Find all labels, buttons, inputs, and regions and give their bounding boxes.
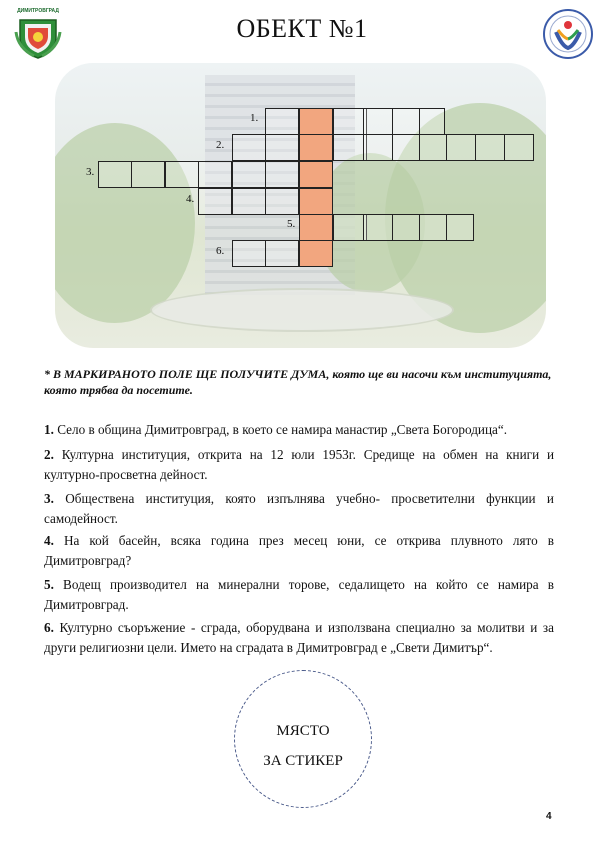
crossword-cell[interactable] (198, 188, 232, 215)
crossword-cell[interactable] (504, 134, 534, 161)
crossword-cell[interactable] (446, 134, 476, 161)
crossword-cell[interactable] (265, 108, 299, 135)
tree-illustration (55, 123, 195, 323)
crossword-highlight-cell[interactable] (299, 134, 333, 161)
row-number: 1. (250, 112, 259, 124)
crossword-cell[interactable] (265, 134, 299, 161)
clue-5 (44, 575, 554, 615)
crossword-cell[interactable] (265, 161, 299, 188)
crossword-cell[interactable] (131, 161, 165, 188)
clue-number: 4. (44, 533, 54, 548)
sticker-label-line2: ЗА СТИКЕР (263, 753, 343, 769)
clue-number: 1. (44, 422, 54, 437)
page-title: ОБЕКТ №1 (236, 14, 368, 43)
crossword-cell[interactable] (232, 188, 266, 215)
crossword-cell[interactable] (419, 108, 445, 135)
clue-text: Обществена институция, която изпълнява учебно- просветителни функции и самодейност. (44, 491, 554, 526)
clue-text: На кой басейн, всяка година през месец юни, се открива плувното лято в Димитровград? (44, 533, 554, 568)
clue-text: Село в община Димитровград, в което се намира манастир „Света Богородица“. (53, 422, 508, 437)
crossword-highlight-cell[interactable] (299, 108, 333, 135)
clue-4 (44, 531, 554, 571)
sticker-label-line1: МЯСТО (276, 723, 330, 739)
crossword-cell[interactable] (232, 240, 266, 267)
crossword-cell[interactable] (392, 214, 420, 241)
instruction-rest: която ще ви насочи към институцията, която трябва да посетите. (44, 367, 552, 397)
clue-text: Културно съоръжение - сграда, оборудвана и използвана специално за молитви и за други религиозни цели. Името на сградата в Димитровград е „Свети Димитър“. (44, 620, 554, 655)
row-number: 3. (86, 166, 95, 178)
crossword-cell[interactable] (333, 214, 367, 241)
clue-number: 5. (44, 577, 54, 592)
crossword-cell[interactable] (392, 108, 420, 135)
crossword-cell[interactable] (232, 134, 266, 161)
crossword-cell[interactable] (333, 134, 367, 161)
crossword-cell[interactable] (392, 134, 420, 161)
row-number: 5. (287, 218, 296, 230)
row-number: 6. (216, 245, 225, 257)
crossword-cell[interactable] (165, 161, 199, 188)
clue-6 (44, 618, 554, 658)
fountain-illustration (150, 288, 454, 332)
clue-number: 2. (44, 447, 54, 462)
crossword-cell[interactable] (446, 214, 474, 241)
crossword-highlight-cell[interactable] (299, 188, 333, 215)
clue-number: 3. (44, 491, 54, 506)
crossword-cell[interactable] (98, 161, 132, 188)
clue-text: Водещ производител на минерални торове, седалището на който се намира в Димитровград. (44, 577, 554, 612)
sticker-area (234, 670, 372, 808)
crossword-highlight-cell[interactable] (299, 161, 333, 188)
crossword-highlight-cell[interactable] (299, 214, 333, 241)
crossword-cell[interactable] (265, 240, 299, 267)
row-number: 2. (216, 139, 225, 151)
instruction-note (44, 366, 564, 398)
clue-3 (44, 489, 554, 529)
crossword-cell[interactable] (333, 108, 367, 135)
clue-2 (44, 445, 554, 485)
crossword-highlight-cell[interactable] (299, 240, 333, 267)
crossword-cell[interactable] (198, 161, 232, 188)
row-number: 4. (186, 193, 195, 205)
crossword-cell[interactable] (419, 214, 447, 241)
crossword-cell[interactable] (265, 188, 299, 215)
crossword-cell[interactable] (419, 134, 447, 161)
crossword-cell[interactable] (363, 134, 393, 161)
crossword-cell[interactable] (363, 108, 393, 135)
crossword-cell[interactable] (363, 214, 393, 241)
clue-text: Културна институция, открита на 12 юли 1953г. Средище на обмен на книги и културно-просветна дейност. (44, 447, 554, 482)
clue-number: 6. (44, 620, 54, 635)
clue-1 (44, 420, 554, 440)
instruction-bold: * В МАРКИРАНОТО ПОЛЕ ЩЕ ПОЛУЧИТЕ ДУМА, (44, 367, 330, 381)
logo-caption: ДИМИТРОВГРАД (17, 8, 59, 14)
crossword-cell[interactable] (475, 134, 505, 161)
page-number: 4 (546, 811, 552, 822)
crossword-cell[interactable] (232, 161, 266, 188)
